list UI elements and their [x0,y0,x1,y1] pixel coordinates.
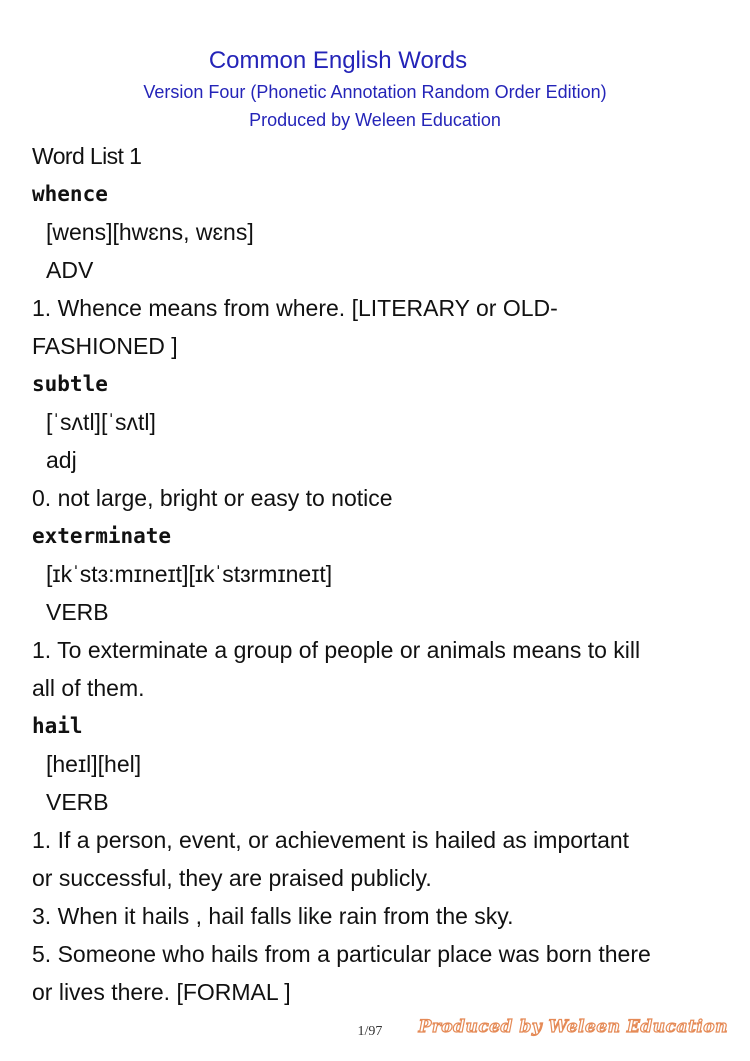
entry-phonetic: [ˈsʌtl][ˈsʌtl] [46,409,156,435]
entry-phonetic: [ɪkˈstɜ:mɪneɪt][ɪkˈstɜrmɪneɪt] [46,561,333,587]
brand-watermark: Produced by Weleen Education [418,1017,728,1037]
word-entry [32,517,732,707]
word-entry [32,175,732,365]
document-title: Common English Words [208,47,468,74]
entry-definition-line: 3. When it hails , hail falls like rain from the sky. [32,903,514,929]
entry-phonetic: [wens][hwɛns, wɛns] [46,219,254,245]
entry-word: subtle [32,372,108,396]
document-producer: Produced by Weleen Education [249,110,501,130]
word-entry [32,365,732,517]
entry-part-of-speech: VERB [46,599,109,625]
word-list-title: Word List 1 [32,143,142,169]
entry-definition-line: 0. not large, bright or easy to notice [32,485,393,511]
entry-definition-line: FASHIONED ] [32,333,178,359]
document-version: Version Four (Phonetic Annotation Random Order Edition) [143,82,607,102]
entry-part-of-speech: ADV [46,257,94,283]
entry-definition-line: or successful, they are praised publicly. [32,865,432,891]
entry-definition-line: all of them. [32,675,145,701]
entry-definition-line: 1. Whence means from where. [LITERARY or OLD- [32,295,558,321]
entry-phonetic: [heɪl][hel] [46,751,142,777]
entry-definition-line: 5. Someone who hails from a particular place was born there [32,941,651,967]
word-list [32,137,732,1011]
entry-word: hail [32,714,83,738]
page-number: 1/97 [357,1024,383,1039]
entry-definition-line: or lives there. [FORMAL ] [32,979,291,1005]
word-entry [32,707,732,1011]
entry-part-of-speech: VERB [46,789,109,815]
entry-part-of-speech: adj [46,447,77,473]
entry-definition-line: 1. To exterminate a group of people or animals means to kill [32,637,641,663]
entry-word: whence [32,182,108,206]
entry-definition-line: 1. If a person, event, or achievement is hailed as important [32,827,630,853]
entry-word: exterminate [32,524,172,548]
